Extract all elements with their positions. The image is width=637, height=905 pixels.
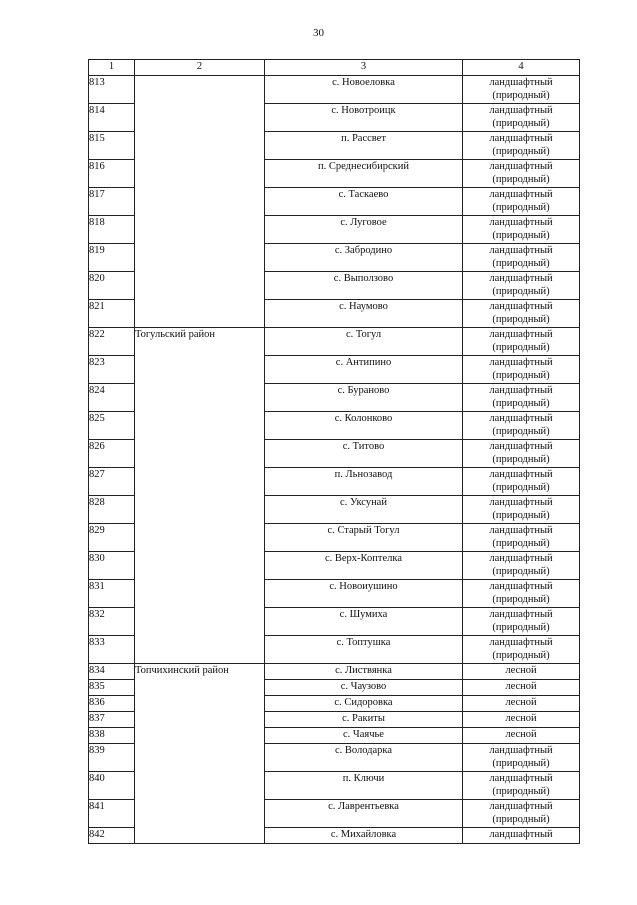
type-line: ландшафтный bbox=[489, 441, 553, 452]
type-line: (природный) bbox=[492, 814, 550, 825]
column-header-type: 4 bbox=[463, 60, 580, 76]
cell-settlement: с. Новотроицк bbox=[265, 104, 463, 132]
type-line: ландшафтный bbox=[489, 273, 553, 284]
type-line: ландшафтный bbox=[489, 829, 553, 840]
type-line: (природный) bbox=[492, 510, 550, 521]
cell-settlement: п. Рассвет bbox=[265, 132, 463, 160]
cell-settlement: с. Ракиты bbox=[265, 712, 463, 728]
cell-type bbox=[463, 188, 580, 216]
cell-number: 818 bbox=[89, 216, 135, 244]
cell-number: 819 bbox=[89, 244, 135, 272]
cell-type bbox=[463, 636, 580, 664]
cell-settlement: с. Чаячье bbox=[265, 728, 463, 744]
type-line: (природный) bbox=[492, 146, 550, 157]
cell-number: 841 bbox=[89, 800, 135, 828]
type-line: (природный) bbox=[492, 230, 550, 241]
cell-type bbox=[463, 696, 580, 712]
type-line: ландшафтный bbox=[489, 357, 553, 368]
settlements-table bbox=[88, 59, 580, 844]
cell-type bbox=[463, 580, 580, 608]
type-line: ландшафтный bbox=[489, 609, 553, 620]
cell-number: 837 bbox=[89, 712, 135, 728]
type-line: ландшафтный bbox=[489, 637, 553, 648]
table-body bbox=[89, 76, 580, 844]
cell-district bbox=[135, 76, 265, 328]
cell-number: 835 bbox=[89, 680, 135, 696]
cell-type bbox=[463, 216, 580, 244]
type-line: (природный) bbox=[492, 90, 550, 101]
type-line: ландшафтный bbox=[489, 413, 553, 424]
type-line: ландшафтный bbox=[489, 801, 553, 812]
cell-settlement: с. Сидоровка bbox=[265, 696, 463, 712]
column-header-settlement: 3 bbox=[265, 60, 463, 76]
type-line: (природный) bbox=[492, 314, 550, 325]
cell-settlement: с. Луговое bbox=[265, 216, 463, 244]
cell-settlement: с. Старый Тогул bbox=[265, 524, 463, 552]
cell-type bbox=[463, 744, 580, 772]
cell-number: 840 bbox=[89, 772, 135, 800]
type-line: ландшафтный bbox=[489, 525, 553, 536]
type-line: (природный) bbox=[492, 786, 550, 797]
type-line: ландшафтный bbox=[489, 245, 553, 256]
cell-district: Тогульский район bbox=[135, 328, 265, 664]
cell-settlement: с. Новоеловка bbox=[265, 76, 463, 104]
cell-number: 826 bbox=[89, 440, 135, 468]
cell-type bbox=[463, 608, 580, 636]
type-line: ландшафтный bbox=[489, 497, 553, 508]
cell-settlement: с. Верх-Коптелка bbox=[265, 552, 463, 580]
column-header-district: 2 bbox=[135, 60, 265, 76]
cell-number: 831 bbox=[89, 580, 135, 608]
type-line: ландшафтный bbox=[489, 217, 553, 228]
cell-settlement: с. Выползово bbox=[265, 272, 463, 300]
type-line: (природный) bbox=[492, 258, 550, 269]
cell-number: 827 bbox=[89, 468, 135, 496]
cell-number: 830 bbox=[89, 552, 135, 580]
type-line: (природный) bbox=[492, 118, 550, 129]
cell-number: 813 bbox=[89, 76, 135, 104]
cell-settlement: с. Уксунай bbox=[265, 496, 463, 524]
cell-settlement: с. Чаузово bbox=[265, 680, 463, 696]
cell-type bbox=[463, 800, 580, 828]
cell-settlement: с. Антипино bbox=[265, 356, 463, 384]
cell-number: 824 bbox=[89, 384, 135, 412]
cell-settlement: с. Таскаево bbox=[265, 188, 463, 216]
cell-type bbox=[463, 712, 580, 728]
cell-number: 833 bbox=[89, 636, 135, 664]
cell-type bbox=[463, 828, 580, 844]
cell-number: 839 bbox=[89, 744, 135, 772]
table-row bbox=[89, 328, 580, 356]
type-line: ландшафтный bbox=[489, 329, 553, 340]
type-line: (природный) bbox=[492, 398, 550, 409]
cell-settlement: с. Колонково bbox=[265, 412, 463, 440]
type-line: ландшафтный bbox=[489, 189, 553, 200]
page-number: 30 bbox=[313, 27, 324, 39]
cell-type bbox=[463, 664, 580, 680]
cell-district: Топчихинский район bbox=[135, 664, 265, 844]
cell-number: 815 bbox=[89, 132, 135, 160]
type-line: (природный) bbox=[492, 538, 550, 549]
cell-type bbox=[463, 244, 580, 272]
type-line: ландшафтный bbox=[489, 553, 553, 564]
type-line: (природный) bbox=[492, 426, 550, 437]
cell-type bbox=[463, 328, 580, 356]
cell-type bbox=[463, 552, 580, 580]
cell-number: 838 bbox=[89, 728, 135, 744]
type-line: (природный) bbox=[492, 342, 550, 353]
type-line: ландшафтный bbox=[489, 385, 553, 396]
cell-settlement: с. Листвянка bbox=[265, 664, 463, 680]
cell-type bbox=[463, 160, 580, 188]
type-line: ландшафтный bbox=[489, 773, 553, 784]
type-line: лесной bbox=[505, 729, 537, 740]
cell-settlement: с. Тогул bbox=[265, 328, 463, 356]
cell-settlement: с. Михайловка bbox=[265, 828, 463, 844]
cell-number: 822 bbox=[89, 328, 135, 356]
cell-settlement: с. Бураново bbox=[265, 384, 463, 412]
cell-type bbox=[463, 728, 580, 744]
cell-number: 832 bbox=[89, 608, 135, 636]
type-line: (природный) bbox=[492, 370, 550, 381]
type-line: (природный) bbox=[492, 174, 550, 185]
type-line: (природный) bbox=[492, 622, 550, 633]
cell-type bbox=[463, 496, 580, 524]
type-line: ландшафтный bbox=[489, 581, 553, 592]
cell-type bbox=[463, 356, 580, 384]
table-header-row bbox=[89, 60, 580, 76]
type-line: (природный) bbox=[492, 202, 550, 213]
cell-type bbox=[463, 440, 580, 468]
cell-type bbox=[463, 468, 580, 496]
cell-settlement: с. Титово bbox=[265, 440, 463, 468]
type-line: лесной bbox=[505, 681, 537, 692]
cell-number: 829 bbox=[89, 524, 135, 552]
cell-number: 836 bbox=[89, 696, 135, 712]
cell-number: 842 bbox=[89, 828, 135, 844]
cell-number: 821 bbox=[89, 300, 135, 328]
cell-type bbox=[463, 772, 580, 800]
cell-number: 816 bbox=[89, 160, 135, 188]
table-row bbox=[89, 664, 580, 680]
cell-number: 828 bbox=[89, 496, 135, 524]
type-line: лесной bbox=[505, 713, 537, 724]
type-line: ландшафтный bbox=[489, 469, 553, 480]
type-line: ландшафтный bbox=[489, 105, 553, 116]
type-line: ландшафтный bbox=[489, 745, 553, 756]
type-line: ландшафтный bbox=[489, 133, 553, 144]
cell-settlement: с. Лаврентьевка bbox=[265, 800, 463, 828]
cell-type bbox=[463, 132, 580, 160]
cell-number: 814 bbox=[89, 104, 135, 132]
cell-settlement: с. Забродино bbox=[265, 244, 463, 272]
cell-settlement: с. Топтушка bbox=[265, 636, 463, 664]
type-line: (природный) bbox=[492, 482, 550, 493]
cell-settlement: с. Наумово bbox=[265, 300, 463, 328]
column-header-number: 1 bbox=[89, 60, 135, 76]
type-line: (природный) bbox=[492, 454, 550, 465]
cell-settlement: с. Шумиха bbox=[265, 608, 463, 636]
cell-type bbox=[463, 524, 580, 552]
cell-settlement: с. Володарка bbox=[265, 744, 463, 772]
cell-settlement: с. Новоиушино bbox=[265, 580, 463, 608]
type-line: (природный) bbox=[492, 594, 550, 605]
type-line: лесной bbox=[505, 665, 537, 676]
type-line: (природный) bbox=[492, 650, 550, 661]
type-line: ландшафтный bbox=[489, 161, 553, 172]
cell-number: 834 bbox=[89, 664, 135, 680]
cell-settlement: п. Льнозавод bbox=[265, 468, 463, 496]
cell-type bbox=[463, 272, 580, 300]
cell-number: 817 bbox=[89, 188, 135, 216]
type-line: лесной bbox=[505, 697, 537, 708]
cell-type bbox=[463, 300, 580, 328]
cell-type bbox=[463, 76, 580, 104]
cell-type bbox=[463, 412, 580, 440]
cell-type bbox=[463, 680, 580, 696]
cell-number: 825 bbox=[89, 412, 135, 440]
type-line: (природный) bbox=[492, 286, 550, 297]
cell-settlement: п. Ключи bbox=[265, 772, 463, 800]
type-line: (природный) bbox=[492, 566, 550, 577]
type-line: ландшафтный bbox=[489, 77, 553, 88]
type-line: ландшафтный bbox=[489, 301, 553, 312]
cell-type bbox=[463, 384, 580, 412]
cell-number: 823 bbox=[89, 356, 135, 384]
cell-number: 820 bbox=[89, 272, 135, 300]
type-line: (природный) bbox=[492, 758, 550, 769]
cell-type bbox=[463, 104, 580, 132]
table-row bbox=[89, 76, 580, 104]
cell-settlement: п. Среднесибирский bbox=[265, 160, 463, 188]
